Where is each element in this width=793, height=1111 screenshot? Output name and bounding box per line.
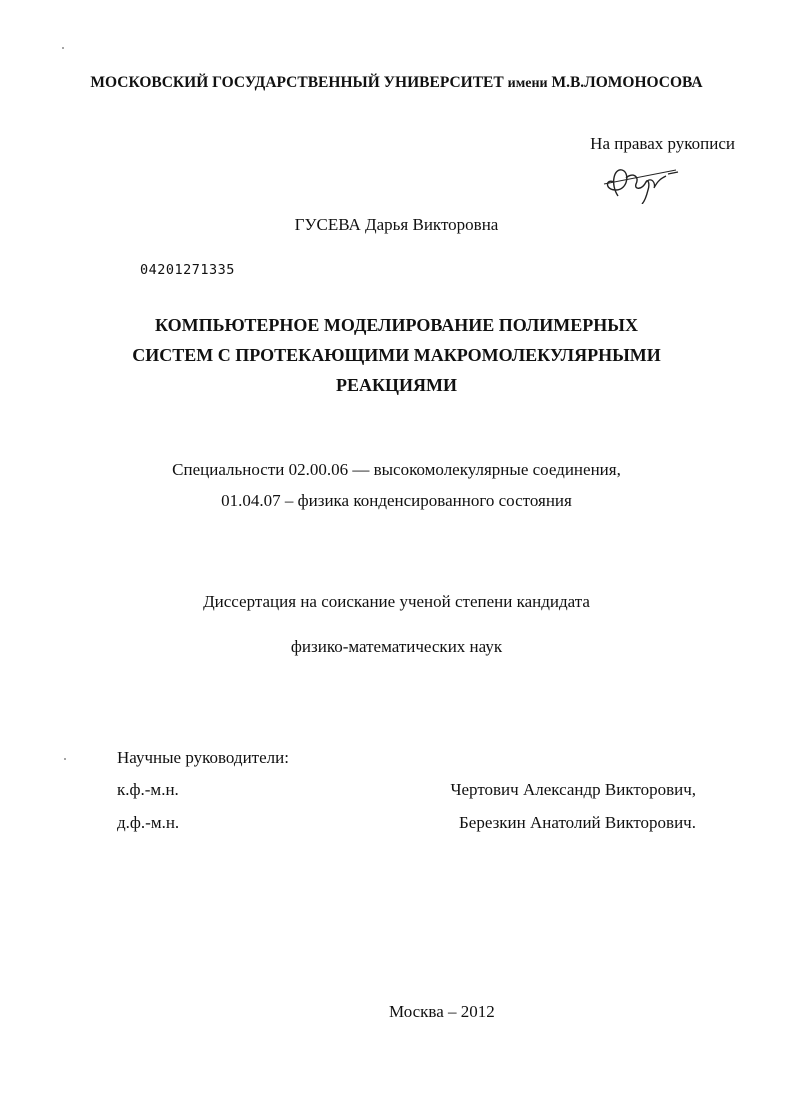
manuscript-note: На правах рукописи	[590, 134, 735, 153]
scan-speck	[62, 47, 64, 49]
specialty-line: 01.04.07 – физика конденсированного состояния	[221, 491, 572, 510]
university-name	[0, 74, 793, 92]
thesis-title-line: РЕАКЦИЯМИ	[335, 375, 458, 395]
university-name-part: МОСКОВСКИЙ ГОСУДАРСТВЕННЫЙ УНИВЕРСИТЕТ	[90, 74, 508, 91]
advisor-name: Березкин Анатолий Викторович.	[459, 813, 696, 832]
signature-icon	[596, 160, 682, 204]
advisor-degree: д.ф.-м.н.	[117, 813, 180, 832]
author-name: ГУСЕВА Дарья Викторовна	[294, 215, 499, 234]
dissertation-degree-line: физико-математических наук	[290, 637, 503, 656]
advisor-name: Чертович Александр Викторович,	[450, 780, 696, 799]
university-name-part: М.В.ЛОМОНОСОВА	[547, 74, 703, 91]
dissertation-degree-line: Диссертация на соискание ученой степени кандидата	[203, 592, 590, 611]
scan-speck	[64, 758, 66, 760]
university-name-part: имени	[507, 76, 548, 91]
specialty-line: Специальности 02.00.06 — высокомолекулярные соединения,	[172, 460, 621, 479]
advisors-label: Научные руководители:	[117, 748, 289, 767]
place-year: Москва – 2012	[389, 1002, 495, 1021]
registry-number: 04201271335	[140, 262, 235, 278]
thesis-title-line: СИСТЕМ С ПРОТЕКАЮЩИМИ МАКРОМОЛЕКУЛЯРНЫМИ	[132, 345, 661, 365]
thesis-title-line: КОМПЬЮТЕРНОЕ МОДЕЛИРОВАНИЕ ПОЛИМЕРНЫХ	[155, 315, 638, 335]
advisor-degree: к.ф.-м.н.	[117, 780, 179, 799]
